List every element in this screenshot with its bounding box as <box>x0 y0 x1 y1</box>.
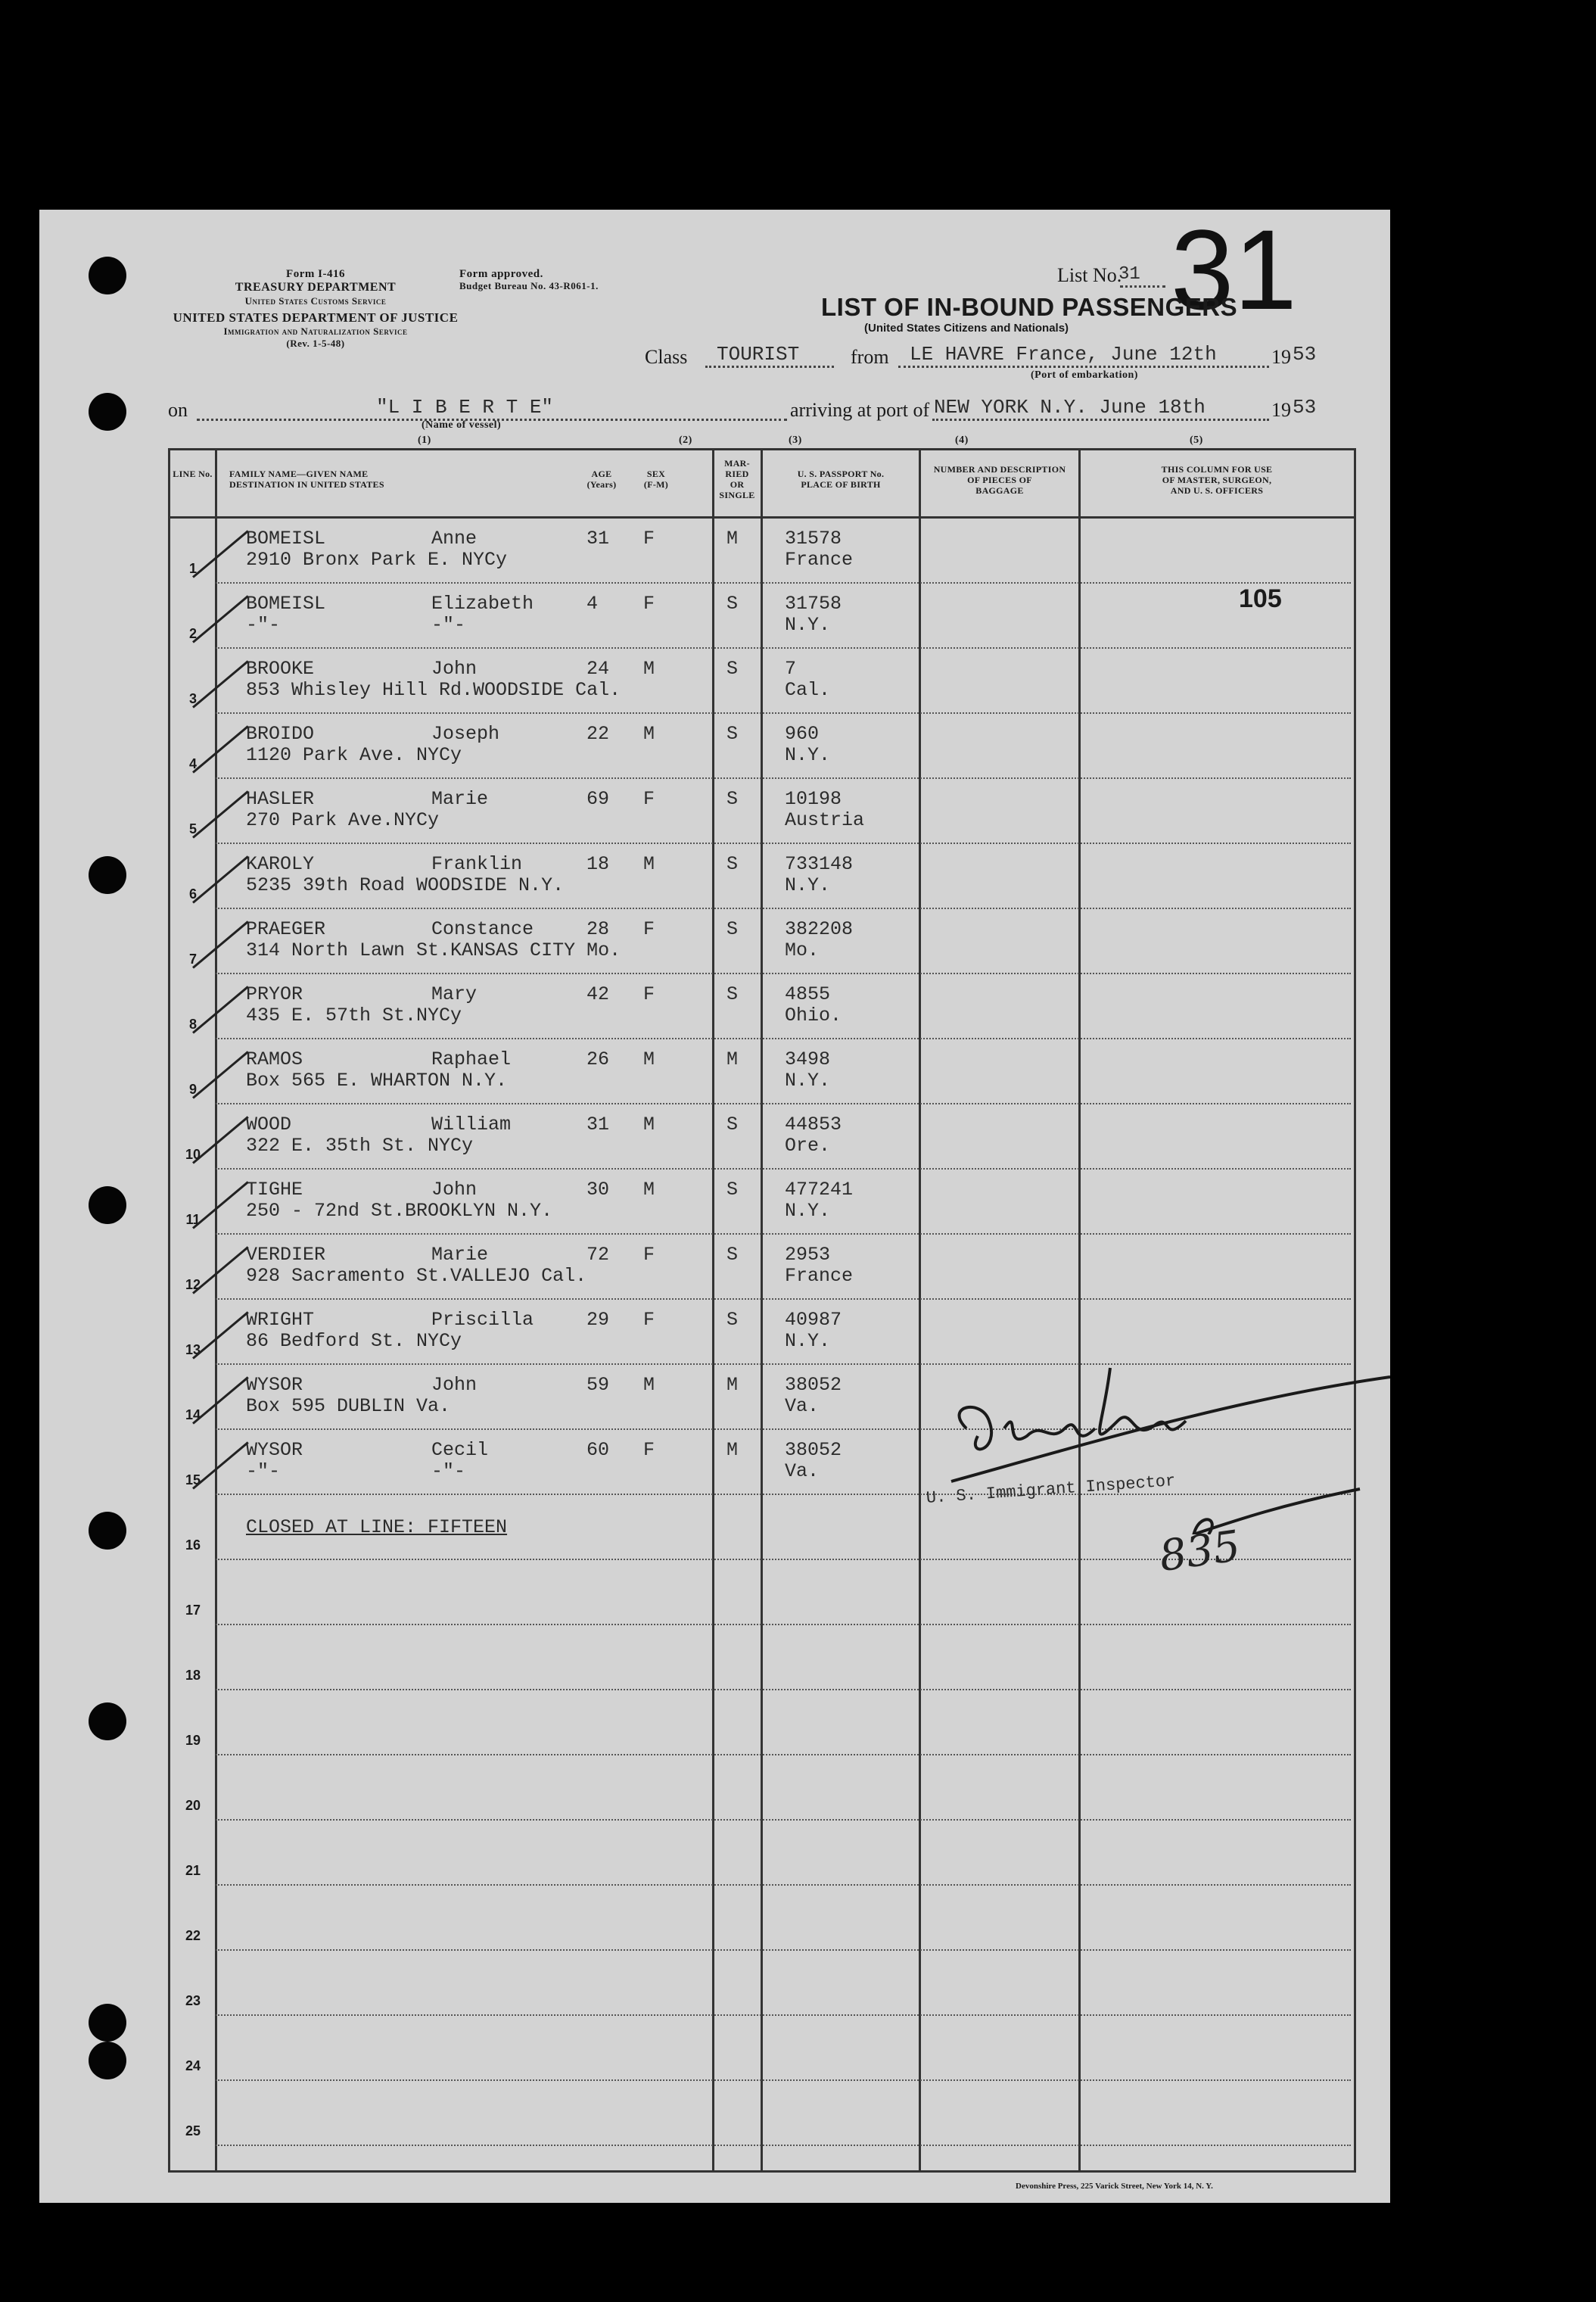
place-of-birth: Cal. <box>785 679 831 701</box>
destination: 928 Sacramento St.VALLEJO Cal. <box>246 1265 587 1287</box>
destination: -"- <box>246 1460 281 1482</box>
married-single: S <box>726 723 739 745</box>
manifest-page: Form I-416 TREASURY DEPARTMENT United States Customs Service UNITED STATES DEPARTMENT OF JUSTICE Immigration and Naturalization Service (Rev. 1-5-48) Form approved. Budget Bureau No. 43-R061-1. List No. 31 31 LIST OF IN-BOUND PASSENGERS (United States Citizens and Nationals) Class TOURIST from LE HAVRE France, June 12th 19 53 (Port of embarkation) on "L I B E R T E" (Name of vessel) arriving at port of NEW YORK N.Y. June 18th 19 53 (1) (2) (3) (4) (5) LINE No. FAMILY NAME—GIVEN NAME DESTINATION IN UNITED STATES AGE (Years) SEX (F-M) MAR- RIED OR SINGLE U. S. PASSPORT No. PLACE OF BIRTH NUMBER AND DESCRIPTION OF PIECES OF BAGGAGE THIS COLUMN FOR USE OF MASTER, SURGEON, AND U. S. OFFICERS 1 BOMEISL Anne 2910 Bronx Park E. NYCy 31 F M 31578 France 2 BOMEISL Elizabeth -"- -"- 4 F S 31758 N.Y. 3 BROOKE John 853 Whisley Hill Rd.WOODSIDE Cal. 24 M S 7 Cal. 4 BROIDO Joseph 1120 Park Ave. NYCy 22 M S 960 N.Y. 5 HASLER Marie 270 Park Ave.NYCy 69 F S 10198 Austria 6 KAROLY Franklin 5235 39th Road WOODSIDE N.Y. 18 M S 733148 N.Y. 7 PRAEGER Constance 314 North Lawn St.KANSAS CITY Mo. 28 F S 382208 Mo. 8 PRYOR Mary 435 E. 57th St.NYCy 42 F S 4855 Ohio. 9 RAMOS Raphael Box 565 E. WHARTON N.Y. 26 M M 3498 N.Y. 10 WOOD William 322 E. 35th St. NYCy 31 M S 44853 Ore. 11 TIGHE John 250 - 72nd St.BROOKLYN N.Y. 30 M S 477241 N.Y. 12 VERDIER Marie 928 Sacramento St.VALLEJO Cal. 72 F S 2953 France 13 WRIGHT Priscilla 86 Bedford St. NYCy 29 F S 40987 N.Y. 14 WYSOR John Box 595 DUBLIN Va. 59 M M 38052 Va. 15 WYSOR Cecil -"- -"- 60 F M 38052 Va. 16 17 18 19 20 21 22 23 24 25 CLOSED AT LINE: FIFTEEN 105 U. S. Immigrant Inspector 835 Devonshire Press, 225 Varick Street, New York 14, N. Y. <box>39 210 1390 2203</box>
punch-hole <box>89 393 126 431</box>
header-age: AGE (Years) <box>586 469 617 490</box>
destination: -"- <box>246 614 281 636</box>
age: 60 <box>586 1439 610 1461</box>
passport-number: 31578 <box>785 528 842 550</box>
line-number: 10 <box>185 1147 201 1162</box>
customs-label: United States Customs Service <box>244 295 387 307</box>
list-subtitle: (United States Citizens and Nationals) <box>864 322 1069 335</box>
sex: M <box>643 723 655 745</box>
destination: 435 E. 57th St.NYCy <box>246 1005 462 1026</box>
passenger-table <box>168 448 1356 2173</box>
married-single: S <box>726 788 739 810</box>
header-baggage: NUMBER AND DESCRIPTION OF PIECES OF BAGGAGE <box>933 464 1066 496</box>
married-single: S <box>726 1244 739 1266</box>
place-of-birth: France <box>785 1265 854 1287</box>
tick-mark <box>192 1441 249 1489</box>
destination: 250 - 72nd St.BROOKLYN N.Y. <box>246 1200 553 1222</box>
place-of-birth: Mo. <box>785 939 820 961</box>
line-number: 23 <box>185 1993 201 2008</box>
sex: F <box>643 918 655 940</box>
sex: F <box>643 528 655 550</box>
married-single: S <box>726 983 739 1005</box>
age: 24 <box>586 658 610 680</box>
sex: M <box>643 1374 655 1396</box>
place-of-birth: Va. <box>785 1395 820 1417</box>
destination-ditto: -"- <box>431 614 466 636</box>
list-no-typed: 31 <box>1118 264 1140 285</box>
married-single: M <box>726 1048 739 1070</box>
sex: M <box>643 1114 655 1135</box>
age: 4 <box>586 593 599 615</box>
age: 72 <box>586 1244 610 1266</box>
destination: Box 595 DUBLIN Va. <box>246 1395 451 1417</box>
line-number: 13 <box>185 1342 201 1357</box>
line-number: 24 <box>185 2058 201 2073</box>
printer-imprint: Devonshire Press, 225 Varick Street, New York 14, N. Y. <box>1016 2182 1213 2191</box>
officer-mark: 105 <box>1239 584 1282 613</box>
line-number: 19 <box>185 1733 201 1748</box>
given-name: John <box>431 658 478 680</box>
family-name: TIGHE <box>246 1179 303 1201</box>
treasury-label: TREASURY DEPARTMENT <box>235 281 397 294</box>
line-number: 5 <box>188 821 197 836</box>
ins-label: Immigration and Naturalization Service <box>223 326 408 337</box>
family-name: RAMOS <box>246 1048 303 1070</box>
destination: Box 565 E. WHARTON N.Y. <box>246 1070 508 1092</box>
family-name: VERDIER <box>246 1244 326 1266</box>
sex: F <box>643 1309 655 1331</box>
family-name: PRAEGER <box>246 918 326 940</box>
line-number: 21 <box>185 1863 201 1878</box>
given-name: Mary <box>431 983 478 1005</box>
sex: M <box>643 853 655 875</box>
married-single: S <box>726 593 739 615</box>
arriving-label: arriving at port of <box>790 399 930 421</box>
destination-ditto: -"- <box>431 1460 466 1482</box>
passport-number: 3498 <box>785 1048 831 1070</box>
form-number: Form I-416 <box>286 268 345 280</box>
given-name: John <box>431 1179 478 1201</box>
vessel-name: "L I B E R T E" <box>376 396 554 419</box>
punch-hole <box>89 2042 126 2079</box>
tick-mark <box>192 660 249 708</box>
list-number-handwritten: 31 <box>1171 206 1297 333</box>
family-name: PRYOR <box>246 983 303 1005</box>
age: 30 <box>586 1179 610 1201</box>
married-single: S <box>726 658 739 680</box>
tick-mark <box>192 595 249 643</box>
family-name: BROOKE <box>246 658 315 680</box>
punch-hole <box>89 856 126 894</box>
arrival-year: 53 <box>1293 396 1317 419</box>
line-number: 9 <box>188 1082 197 1097</box>
class-value: TOURIST <box>717 343 800 366</box>
year-prefix: 19 <box>1271 346 1291 368</box>
family-name: BOMEISL <box>246 593 326 615</box>
married-single: S <box>726 1309 739 1331</box>
place-of-birth: Va. <box>785 1460 820 1482</box>
tick-mark <box>192 725 249 773</box>
destination: 2910 Bronx Park E. NYCy <box>246 549 508 571</box>
place-of-birth: N.Y. <box>785 1330 831 1352</box>
passport-number: 31758 <box>785 593 842 615</box>
header-married: MAR- RIED OR SINGLE <box>719 458 755 500</box>
passport-number: 38052 <box>785 1374 842 1396</box>
line-number: 18 <box>185 1668 201 1683</box>
tick-mark <box>192 1311 249 1359</box>
vessel-note: (Name of vessel) <box>422 419 502 431</box>
punch-hole <box>89 1186 126 1224</box>
col-number-4: (4) <box>955 435 969 446</box>
married-single: S <box>726 1114 739 1135</box>
form-approved: Form approved. <box>459 268 543 280</box>
line-number: 11 <box>185 1212 201 1227</box>
line-number: 15 <box>185 1472 201 1487</box>
place-of-birth: Austria <box>785 809 865 831</box>
tick-mark <box>192 986 249 1033</box>
line-number: 20 <box>185 1798 201 1813</box>
line-number: 7 <box>188 952 197 967</box>
tick-mark <box>192 1116 249 1163</box>
age: 29 <box>586 1309 610 1331</box>
given-name: Constance <box>431 918 534 940</box>
family-name: WRIGHT <box>246 1309 315 1331</box>
header-name: FAMILY NAME—GIVEN NAME DESTINATION IN UNITED STATES <box>229 469 384 490</box>
tick-mark <box>192 790 249 838</box>
on-label: on <box>168 399 188 421</box>
given-name: John <box>431 1374 478 1396</box>
class-label: Class <box>645 346 688 368</box>
age: 18 <box>586 853 610 875</box>
place-of-birth: N.Y. <box>785 744 831 766</box>
from-value: LE HAVRE France, June 12th <box>910 343 1217 366</box>
married-single: M <box>726 1439 739 1461</box>
married-single: M <box>726 528 739 550</box>
place-of-birth: Ohio. <box>785 1005 842 1026</box>
destination: 1120 Park Ave. NYCy <box>246 744 462 766</box>
passport-number: 10198 <box>785 788 842 810</box>
destination: 270 Park Ave.NYCy <box>246 809 440 831</box>
family-name: WYSOR <box>246 1374 303 1396</box>
col-number-1: (1) <box>418 435 431 446</box>
destination: 5235 39th Road WOODSIDE N.Y. <box>246 874 565 896</box>
age: 31 <box>586 528 610 550</box>
tick-mark <box>192 920 249 968</box>
given-name: Marie <box>431 1244 489 1266</box>
passport-number: 733148 <box>785 853 854 875</box>
given-name: Priscilla <box>431 1309 534 1331</box>
tick-mark <box>192 1181 249 1229</box>
punch-hole <box>89 1702 126 1740</box>
line-number: 16 <box>185 1537 201 1553</box>
age: 26 <box>586 1048 610 1070</box>
given-name: Cecil <box>431 1439 489 1461</box>
list-no-label: List No. <box>1057 264 1122 286</box>
passport-number: 44853 <box>785 1114 842 1135</box>
place-of-birth: N.Y. <box>785 1070 831 1092</box>
married-single: M <box>726 1374 739 1396</box>
given-name: William <box>431 1114 512 1135</box>
header-line-no: LINE No. <box>173 469 213 479</box>
tick-mark <box>192 1246 249 1294</box>
age: 31 <box>586 1114 610 1135</box>
from-year: 53 <box>1293 343 1317 366</box>
destination: 853 Whisley Hill Rd.WOODSIDE Cal. <box>246 679 621 701</box>
sex: F <box>643 1244 655 1266</box>
inspector-title: U. S. Immigrant Inspector <box>926 1472 1177 1508</box>
place-of-birth: Ore. <box>785 1135 831 1157</box>
punch-hole <box>89 2004 126 2042</box>
passport-number: 7 <box>785 658 797 680</box>
from-label: from <box>851 346 889 368</box>
sex: M <box>643 1048 655 1070</box>
tick-mark <box>192 1051 249 1098</box>
header-officers: THIS COLUMN FOR USE OF MASTER, SURGEON, AND U. S. OFFICERS <box>1161 464 1273 496</box>
age: 59 <box>586 1374 610 1396</box>
passport-number: 40987 <box>785 1309 842 1331</box>
col-number-5: (5) <box>1190 435 1203 446</box>
embarkation-note: (Port of embarkation) <box>1031 369 1138 381</box>
age: 28 <box>586 918 610 940</box>
punch-hole <box>89 257 126 294</box>
line-number: 22 <box>185 1928 201 1943</box>
line-number: 6 <box>188 886 197 902</box>
passport-number: 477241 <box>785 1179 854 1201</box>
line-number: 8 <box>188 1017 197 1032</box>
line-number: 4 <box>188 756 197 771</box>
given-name: Elizabeth <box>431 593 534 615</box>
punch-hole <box>89 1512 126 1550</box>
destination: 314 North Lawn St.KANSAS CITY Mo. <box>246 939 621 961</box>
given-name: Raphael <box>431 1048 512 1070</box>
closed-note: CLOSED AT LINE: FIFTEEN <box>246 1516 508 1538</box>
line-number: 1 <box>188 561 197 576</box>
given-name: Anne <box>431 528 478 550</box>
age: 42 <box>586 983 610 1005</box>
family-name: WOOD <box>246 1114 292 1135</box>
family-name: HASLER <box>246 788 315 810</box>
sex: F <box>643 788 655 810</box>
place-of-birth: France <box>785 549 854 571</box>
line-number: 3 <box>188 691 197 706</box>
sex: F <box>643 593 655 615</box>
destination: 322 E. 35th St. NYCy <box>246 1135 474 1157</box>
sex: F <box>643 1439 655 1461</box>
place-of-birth: N.Y. <box>785 1200 831 1222</box>
passport-number: 2953 <box>785 1244 831 1266</box>
line-number: 17 <box>185 1603 201 1618</box>
sex: M <box>643 658 655 680</box>
given-name: Joseph <box>431 723 500 745</box>
line-number: 14 <box>185 1407 201 1422</box>
family-name: BROIDO <box>246 723 315 745</box>
destination: 86 Bedford St. NYCy <box>246 1330 462 1352</box>
tick-mark <box>192 530 249 578</box>
tick-mark <box>192 855 249 903</box>
place-of-birth: N.Y. <box>785 874 831 896</box>
passport-number: 38052 <box>785 1439 842 1461</box>
married-single: S <box>726 853 739 875</box>
line-number: 12 <box>185 1277 201 1292</box>
passport-number: 382208 <box>785 918 854 940</box>
place-of-birth: N.Y. <box>785 614 831 636</box>
revision-label: (Rev. 1-5-48) <box>286 338 345 349</box>
justice-label: UNITED STATES DEPARTMENT OF JUSTICE <box>173 310 459 325</box>
passport-number: 4855 <box>785 983 831 1005</box>
list-title: LIST OF IN-BOUND PASSENGERS <box>821 293 1238 321</box>
family-name: WYSOR <box>246 1439 303 1461</box>
family-name: KAROLY <box>246 853 315 875</box>
budget-bureau: Budget Bureau No. 43-R061-1. <box>459 280 599 291</box>
col-number-2: (2) <box>679 435 692 446</box>
age: 22 <box>586 723 610 745</box>
married-single: S <box>726 918 739 940</box>
tick-mark <box>192 1376 249 1424</box>
header-sex: SEX (F-M) <box>643 469 669 490</box>
arrival-year-prefix: 19 <box>1271 399 1291 421</box>
arrival-value: NEW YORK N.Y. June 18th <box>934 396 1206 419</box>
line-number: 2 <box>188 626 197 641</box>
col-number-3: (3) <box>789 435 802 446</box>
sex: M <box>643 1179 655 1201</box>
given-name: Marie <box>431 788 489 810</box>
given-name: Franklin <box>431 853 523 875</box>
married-single: S <box>726 1179 739 1201</box>
age: 69 <box>586 788 610 810</box>
line-number: 25 <box>185 2123 201 2138</box>
sex: F <box>643 983 655 1005</box>
passport-number: 960 <box>785 723 820 745</box>
family-name: BOMEISL <box>246 528 326 550</box>
inspector-signature <box>936 1338 1390 1534</box>
header-passport: U. S. PASSPORT No. PLACE OF BIRTH <box>797 469 885 490</box>
